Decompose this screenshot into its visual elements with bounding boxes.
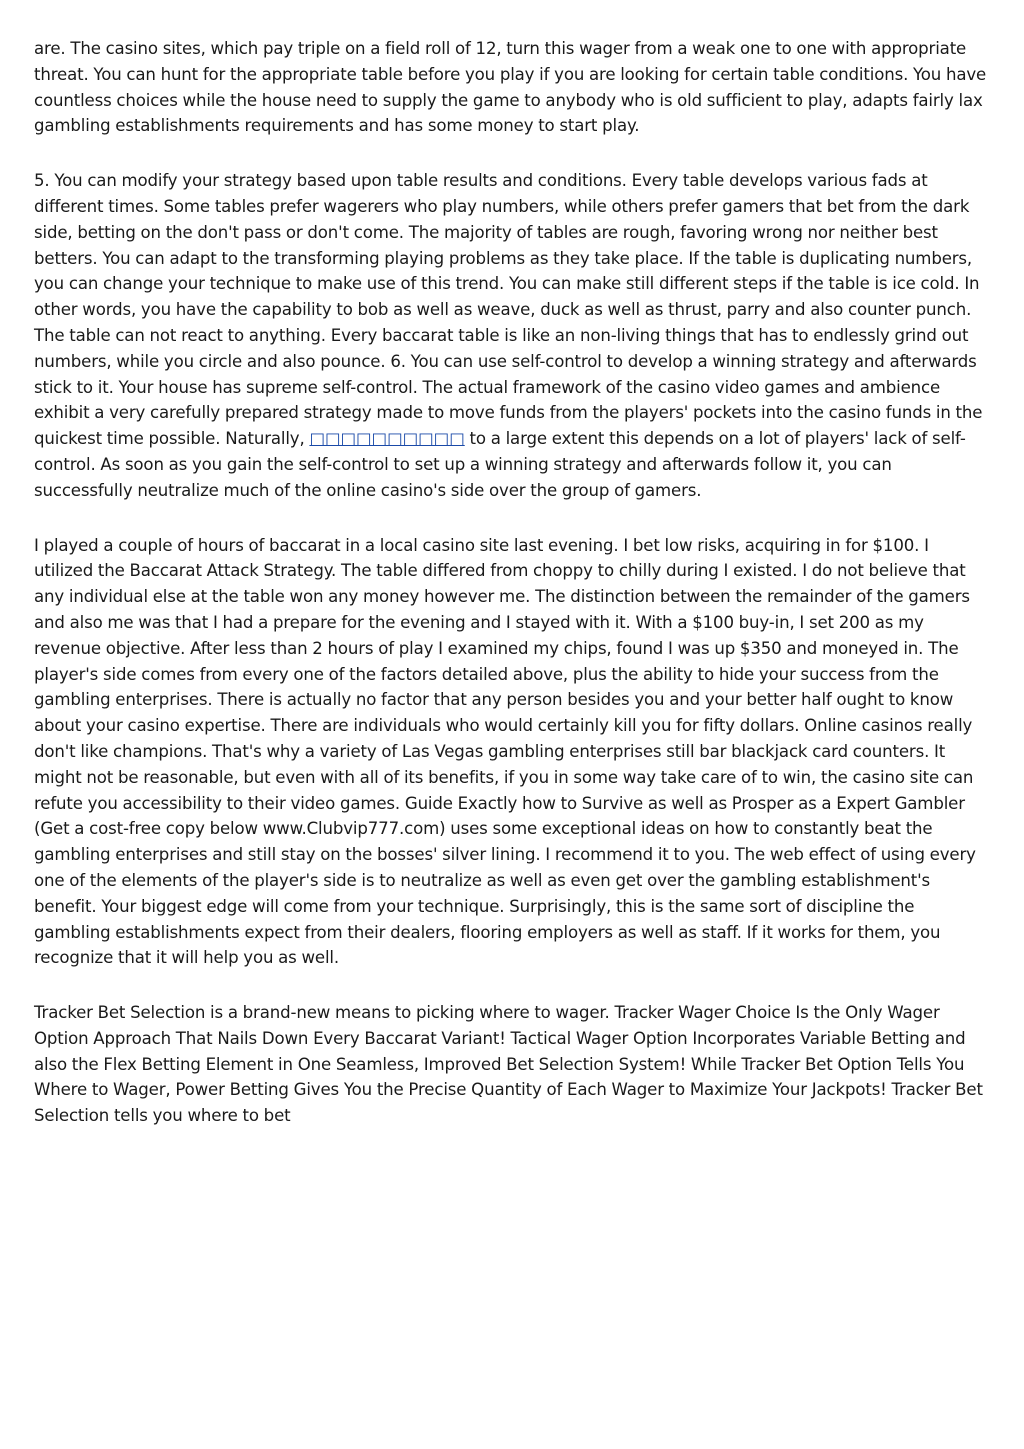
- paragraph-3: I played a couple of hours of baccarat in a local casino site last evening. I bet low risks, acquiring in for $100. I utilized the Baccarat Attack Strategy. The table differed from choppy to chilly during I existed. I do not believe that any individual else at the table won any money however me. The distinction between the remainder of the gamers and also me was that I had a prepare for the evening and I stayed with it. With a $100 buy-in, I set 200 as my revenue objective. After less than 2 hours of play I examined my chips, found I was up $350 and moneyed in. The player's side comes from every one of the factors detailed above, plus the ability to hide your success from the gambling enterprises. There is actually no factor that any person besides you and your better half ought to know about your casino expertise. There are individuals who would certainly kill you for fifty dollars. Online casinos really don't like champions. That's why a variety of Las Vegas gambling enterprises still bar blackjack card counters. It might not be reasonable, but even with all of its benefits, if you in some way take care of to win, the casino site can refute you accessibility to their video games. Guide Exactly how to Survive as well as Prosper as a Expert Gambler (Get a cost-free copy below www.Clubvip777.com) uses some exceptional ideas on how to constantly beat the gambling enterprises and still stay on the bosses' silver lining. I recommend it to you. The web effect of using every one of the elements of the player's side is to neutralize as well as even get over the gambling establishment's benefit. Your biggest edge will come from your technique. Surprisingly, this is the same sort of discipline the gambling establishments expect from their dealers, flooring employers as well as staff. If it works for them, you recognize that it will help you as well.: [34, 535, 976, 968]
- inline-link[interactable]: □□□□□□□□□□: [309, 429, 465, 449]
- paragraph-1: are. The casino sites, which pay triple on a field roll of 12, turn this wager from a weak one to one with appropriate threat. You can hunt for the appropriate table before you play if you are looking for certain table conditions. You have countless choices while the house need to supply the game to anybody who is old sufficient to play, adapts fairly lax gambling establishments requirements and has some money to start play.: [34, 39, 987, 136]
- paragraph-2: [34, 168, 992, 503]
- paragraph-4: Tracker Bet Selection is a brand-new means to picking where to wager. Tracker Wager Choice Is the Only Wager Option Approach That Nails Down Every Baccarat Variant! Tactical Wager Option Incorporates Variable Betting and also the Flex Betting Element in One Seamless, Improved Bet Selection System! While Tracker Bet Option Tells You Where to Wager, Power Betting Gives You the Precise Quantity of Each Wager to Maximize Your Jackpots! Tracker Bet Selection tells you where to bet: [34, 1003, 983, 1126]
- paragraph-2-text-after-link: to a large extent this depends on a lot of players' lack of self-control. As soon as you gain the self-control to set up a winning strategy and afterwards follow it, you can successfully neutralize much of the online casino's side over the group of gamers.: [34, 429, 966, 500]
- document-page: [34, 36, 992, 1158]
- paragraph-2-text-before-link: 5. You can modify your strategy based upon table results and conditions. Every table develops various fads at different times. Some tables prefer wagerers who play numbers, while others prefer gamers that bet from the dark side, betting on the don't pass or don't come. The majority of tables are rough, favoring wrong nor neither best betters. You can adapt to the transforming playing problems as they take place. If the table is duplicating numbers, you can change your technique to make use of this trend. You can make still different steps if the table is ice cold. In other words, you have the capability to bob as well as weave, duck as well as thrust, parry and also counter punch. The table can not react to anything. Every baccarat table is like an non-living things that has to endlessly grind out numbers, while you circle and also pounce. 6. You can use self-control to develop a winning strategy and afterwards stick to it. Your house has supreme self-control. The actual framework of the casino video games and ambience exhibit a very carefully prepared strategy made to move funds from the players' pockets into the casino funds in the quickest time possible. Naturally,: [34, 171, 983, 449]
